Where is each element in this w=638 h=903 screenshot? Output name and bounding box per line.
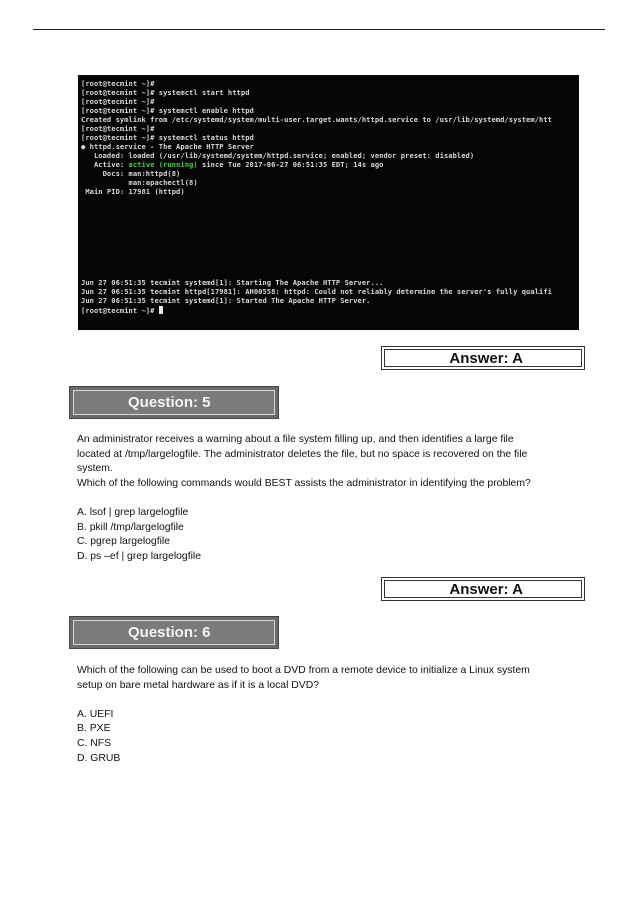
terminal-line: Jun 27 06:51:35 tecmint systemd[1]: Started The Apache HTTP Server. <box>81 296 371 305</box>
terminal-line: Main PID: 17981 (httpd) <box>81 187 185 196</box>
option-b: B. pkill /tmp/largelogfile <box>77 521 184 533</box>
answer-label: Answer: A <box>384 349 582 367</box>
terminal-line: [root@tecmint ~]# systemctl status httpd <box>81 133 254 142</box>
terminal-line: ● httpd.service - The Apache HTTP Server <box>81 142 254 151</box>
header-rule <box>33 29 605 30</box>
option-a: A. lsof | grep largelogfile <box>77 506 189 518</box>
option-c: C. pgrep largelogfile <box>77 536 170 548</box>
question-5-body <box>77 433 577 564</box>
option-d: D. GRUB <box>77 752 121 764</box>
terminal-line: Jun 27 06:51:35 tecmint httpd[17981]: AH00558: httpd: Could not reliably determine the server's fully qualifi <box>81 287 552 296</box>
terminal-prompt-line <box>81 306 163 315</box>
terminal-screenshot <box>78 75 579 330</box>
option-d: D. ps –ef | grep largelogfile <box>77 550 201 562</box>
active-status: active (running) <box>128 160 198 169</box>
terminal-line: [root@tecmint ~]# <box>81 79 155 88</box>
question-text: Which of the following can be used to boot a DVD from a remote device to initialize a Linux system <box>77 665 530 676</box>
terminal-line-active: Active: active (running) since Tue 2017-06-27 06:51:35 EDT; 14s ago <box>81 160 384 169</box>
question-text: located at /tmp/largelogfile. The administrator deletes the file, but no space is recovered on the file <box>77 448 528 460</box>
terminal-line: Loaded: loaded (/usr/lib/systemd/system/httpd.service; enabled; vendor preset: disabled) <box>81 151 475 160</box>
terminal-line: [root@tecmint ~]# systemctl start httpd <box>81 88 250 97</box>
terminal-line: Docs: man:httpd(8) <box>81 169 181 178</box>
option-b: B. PXE <box>77 723 111 735</box>
answer-box-q4 <box>381 346 585 370</box>
terminal-line: [root@tecmint ~]# systemctl enable httpd <box>81 106 254 115</box>
answer-box-q5 <box>381 577 585 601</box>
prompt-text: [root@tecmint ~]# <box>81 306 159 315</box>
question-text: system. <box>77 463 113 475</box>
terminal-line: Created symlink from /etc/systemd/system/multi-user.target.wants/httpd.service to /usr/lib/systemd/system/htt <box>81 115 552 124</box>
question-text: An administrator receives a warning about a file system filling up, and then identifies a large file <box>77 434 514 445</box>
question-6-banner <box>69 616 279 649</box>
question-5-banner <box>69 386 279 419</box>
question-text: setup on bare metal hardware as if it is a local DVD? <box>77 679 319 691</box>
option-c: C. NFS <box>77 737 112 749</box>
question-text: Which of the following commands would BEST assists the administrator in identifying the problem? <box>77 477 531 489</box>
terminal-line: Jun 27 06:51:35 tecmint systemd[1]: Starting The Apache HTTP Server... <box>81 278 384 287</box>
question-6-body <box>77 664 577 766</box>
cursor-icon <box>159 306 163 314</box>
question-5-title: Question: 5 <box>73 390 275 415</box>
option-a: A. UEFI <box>77 708 114 720</box>
terminal-line: man:apachectl(8) <box>81 178 198 187</box>
question-6-title: Question: 6 <box>73 620 275 645</box>
terminal-line: [root@tecmint ~]# <box>81 124 155 133</box>
terminal-line: [root@tecmint ~]# <box>81 97 155 106</box>
answer-label: Answer: A <box>384 580 582 598</box>
